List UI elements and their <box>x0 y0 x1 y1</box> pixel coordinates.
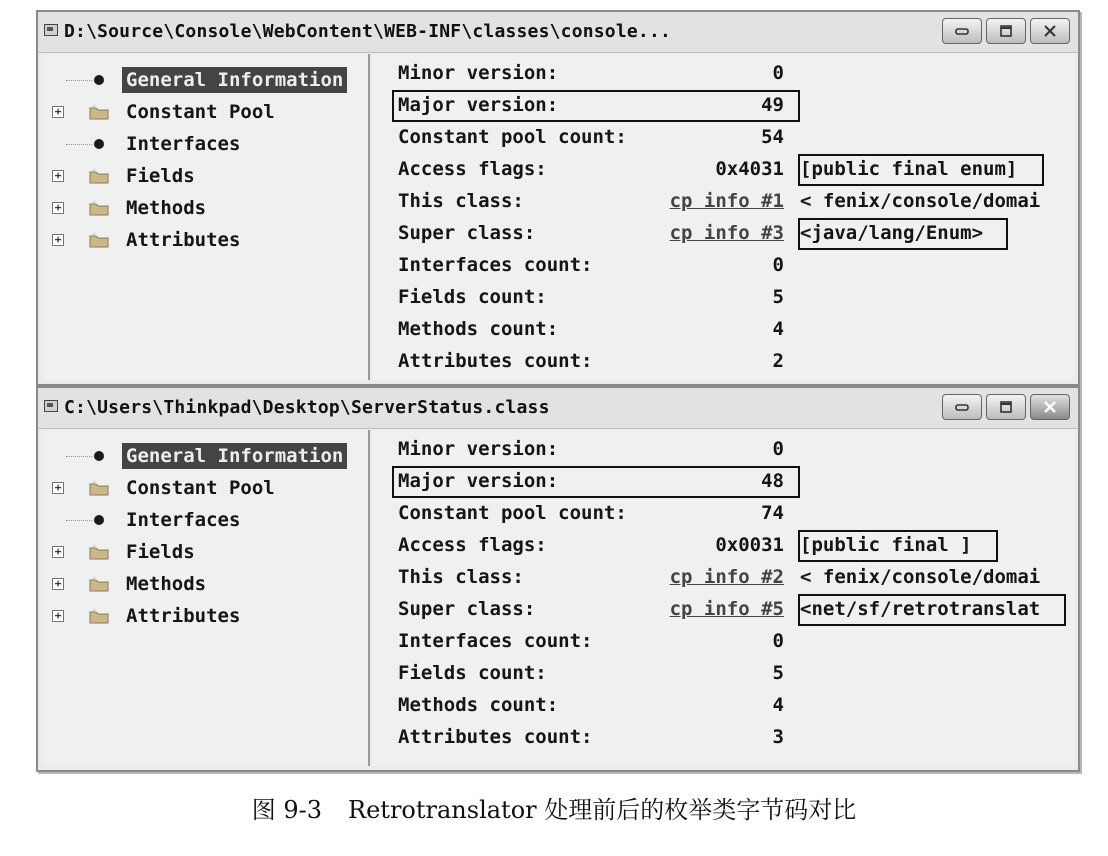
folder-icon <box>88 199 110 217</box>
tree-item[interactable] <box>44 538 368 566</box>
tree-item[interactable] <box>44 506 368 534</box>
property-row <box>372 690 1074 722</box>
bullet-icon <box>94 515 104 525</box>
property-row <box>372 250 1074 282</box>
tree-item[interactable] <box>44 226 368 254</box>
property-row <box>372 626 1074 658</box>
property-row <box>372 658 1074 690</box>
tree-connector <box>66 456 92 457</box>
property-name: Constant pool count: <box>398 126 627 148</box>
property-row <box>372 186 1074 218</box>
property-value: 54 <box>761 126 784 148</box>
expand-icon[interactable]: + <box>52 106 64 118</box>
bullet-icon <box>94 139 104 149</box>
tree-connector <box>66 520 92 521</box>
property-row <box>372 562 1074 594</box>
property-detail: <net/sf/retrotranslat <box>800 598 1041 620</box>
property-name: Constant pool count: <box>398 502 627 524</box>
title-bar[interactable] <box>38 388 1078 429</box>
property-row <box>372 530 1074 562</box>
tree-item-label: Attributes <box>126 229 241 251</box>
structure-tree <box>44 54 370 380</box>
property-name: Interfaces count: <box>398 254 593 276</box>
close-icon <box>1039 399 1061 415</box>
expand-icon[interactable]: + <box>52 202 64 214</box>
tree-item[interactable] <box>44 162 368 190</box>
property-row <box>372 466 1074 498</box>
property-row <box>372 122 1074 154</box>
property-name: Access flags: <box>398 158 547 180</box>
tree-item[interactable] <box>44 602 368 630</box>
property-row <box>372 346 1074 378</box>
property-detail: [public final ] <box>800 534 972 556</box>
tree-item-label: Attributes <box>126 605 241 627</box>
tree-item-label: General Information <box>122 443 347 469</box>
tree-item-label: Fields <box>126 541 195 563</box>
property-value: 2 <box>772 350 784 372</box>
tree-item[interactable] <box>44 98 368 126</box>
tree-item-label: Interfaces <box>126 509 241 531</box>
cp-info-link[interactable]: cp info #2 <box>669 566 784 588</box>
structure-tree <box>44 430 370 766</box>
maximize-button[interactable] <box>986 18 1026 44</box>
property-value: 0x0031 <box>715 534 784 556</box>
maximize-icon <box>995 23 1017 39</box>
property-value: 5 <box>772 286 784 308</box>
folder-icon <box>88 607 110 625</box>
property-value: 3 <box>772 726 784 748</box>
minimize-icon <box>951 399 973 415</box>
property-name: Interfaces count: <box>398 630 593 652</box>
window-icon <box>44 24 58 36</box>
tree-item-label: Methods <box>126 573 207 595</box>
maximize-button[interactable] <box>986 394 1026 420</box>
folder-icon <box>88 543 110 561</box>
property-value: 0x4031 <box>715 158 784 180</box>
window-title: D:\Source\Console\WebContent\WEB-INF\classes\console... <box>64 21 672 42</box>
property-value: 0 <box>772 62 784 84</box>
close-button[interactable] <box>1030 394 1070 420</box>
folder-icon <box>88 231 110 249</box>
property-row <box>372 154 1074 186</box>
property-name: Super class: <box>398 598 536 620</box>
minimize-button[interactable] <box>942 394 982 420</box>
property-row <box>372 314 1074 346</box>
property-value: 0 <box>772 254 784 276</box>
class-viewer-window-bottom <box>36 386 1080 772</box>
property-name: Minor version: <box>398 62 559 84</box>
property-value: 49 <box>761 94 784 116</box>
property-detail: <java/lang/Enum> <box>800 222 984 244</box>
tree-item-label: Constant Pool <box>126 477 275 499</box>
tree-item[interactable] <box>44 66 368 94</box>
property-row <box>372 722 1074 754</box>
property-detail: < fenix/console/domai <box>800 190 1041 212</box>
maximize-icon <box>995 399 1017 415</box>
figure-caption <box>0 790 1108 825</box>
tree-item-label: Interfaces <box>126 133 241 155</box>
expand-icon[interactable]: + <box>52 234 64 246</box>
property-name: Methods count: <box>398 694 559 716</box>
property-value: 4 <box>772 694 784 716</box>
property-row <box>372 90 1074 122</box>
expand-icon[interactable]: + <box>52 170 64 182</box>
property-row <box>372 58 1074 90</box>
tree-item-label: Methods <box>126 197 207 219</box>
tree-item[interactable] <box>44 474 368 502</box>
class-viewer-window-top <box>36 10 1080 386</box>
close-icon <box>1039 23 1061 39</box>
close-button[interactable] <box>1030 18 1070 44</box>
tree-item[interactable] <box>44 194 368 222</box>
property-row <box>372 282 1074 314</box>
window-icon <box>44 400 58 412</box>
property-value: 5 <box>772 662 784 684</box>
tree-item[interactable] <box>44 130 368 158</box>
property-name: Fields count: <box>398 286 547 308</box>
property-detail: < fenix/console/domai <box>800 566 1041 588</box>
property-name: Methods count: <box>398 318 559 340</box>
property-name: Super class: <box>398 222 536 244</box>
property-name: Major version: <box>398 470 559 492</box>
expand-icon[interactable]: + <box>52 610 64 622</box>
window-title: C:\Users\Thinkpad\Desktop\ServerStatus.class <box>64 397 550 418</box>
property-name: Fields count: <box>398 662 547 684</box>
property-value: 74 <box>761 502 784 524</box>
folder-icon <box>88 103 110 121</box>
folder-icon <box>88 479 110 497</box>
properties-panel <box>372 430 1074 766</box>
tree-item[interactable] <box>44 442 368 470</box>
figure-caption-text: Retrotranslator 处理前后的枚举类字节码对比 <box>348 796 857 824</box>
property-value: 4 <box>772 318 784 340</box>
title-bar[interactable] <box>38 12 1078 53</box>
tree-connector <box>66 144 92 145</box>
property-name: Access flags: <box>398 534 547 556</box>
properties-panel <box>372 54 1074 380</box>
property-name: This class: <box>398 190 524 212</box>
folder-icon <box>88 167 110 185</box>
property-row <box>372 498 1074 530</box>
property-detail: [public final enum] <box>800 158 1018 180</box>
property-name: This class: <box>398 566 524 588</box>
property-value: 0 <box>772 438 784 460</box>
bullet-icon <box>94 451 104 461</box>
cp-info-link[interactable]: cp info #5 <box>669 598 784 620</box>
tree-item-label: Fields <box>126 165 195 187</box>
property-name: Attributes count: <box>398 350 593 372</box>
property-row <box>372 218 1074 250</box>
cp-info-link[interactable]: cp info #3 <box>669 222 784 244</box>
property-row <box>372 434 1074 466</box>
folder-icon <box>88 575 110 593</box>
tree-connector <box>66 80 92 81</box>
property-value: 48 <box>761 470 784 492</box>
expand-icon[interactable]: + <box>52 578 64 590</box>
tree-item[interactable] <box>44 570 368 598</box>
minimize-button[interactable] <box>942 18 982 44</box>
bullet-icon <box>94 75 104 85</box>
expand-icon[interactable]: + <box>52 546 64 558</box>
tree-item-label: General Information <box>122 67 347 93</box>
property-name: Major version: <box>398 94 559 116</box>
property-name: Minor version: <box>398 438 559 460</box>
figure-number: 图 9-3 <box>251 796 323 824</box>
minimize-icon <box>951 23 973 39</box>
tree-item-label: Constant Pool <box>126 101 275 123</box>
cp-info-link[interactable]: cp info #1 <box>669 190 784 212</box>
property-name: Attributes count: <box>398 726 593 748</box>
property-value: 0 <box>772 630 784 652</box>
expand-icon[interactable]: + <box>52 482 64 494</box>
property-row <box>372 594 1074 626</box>
